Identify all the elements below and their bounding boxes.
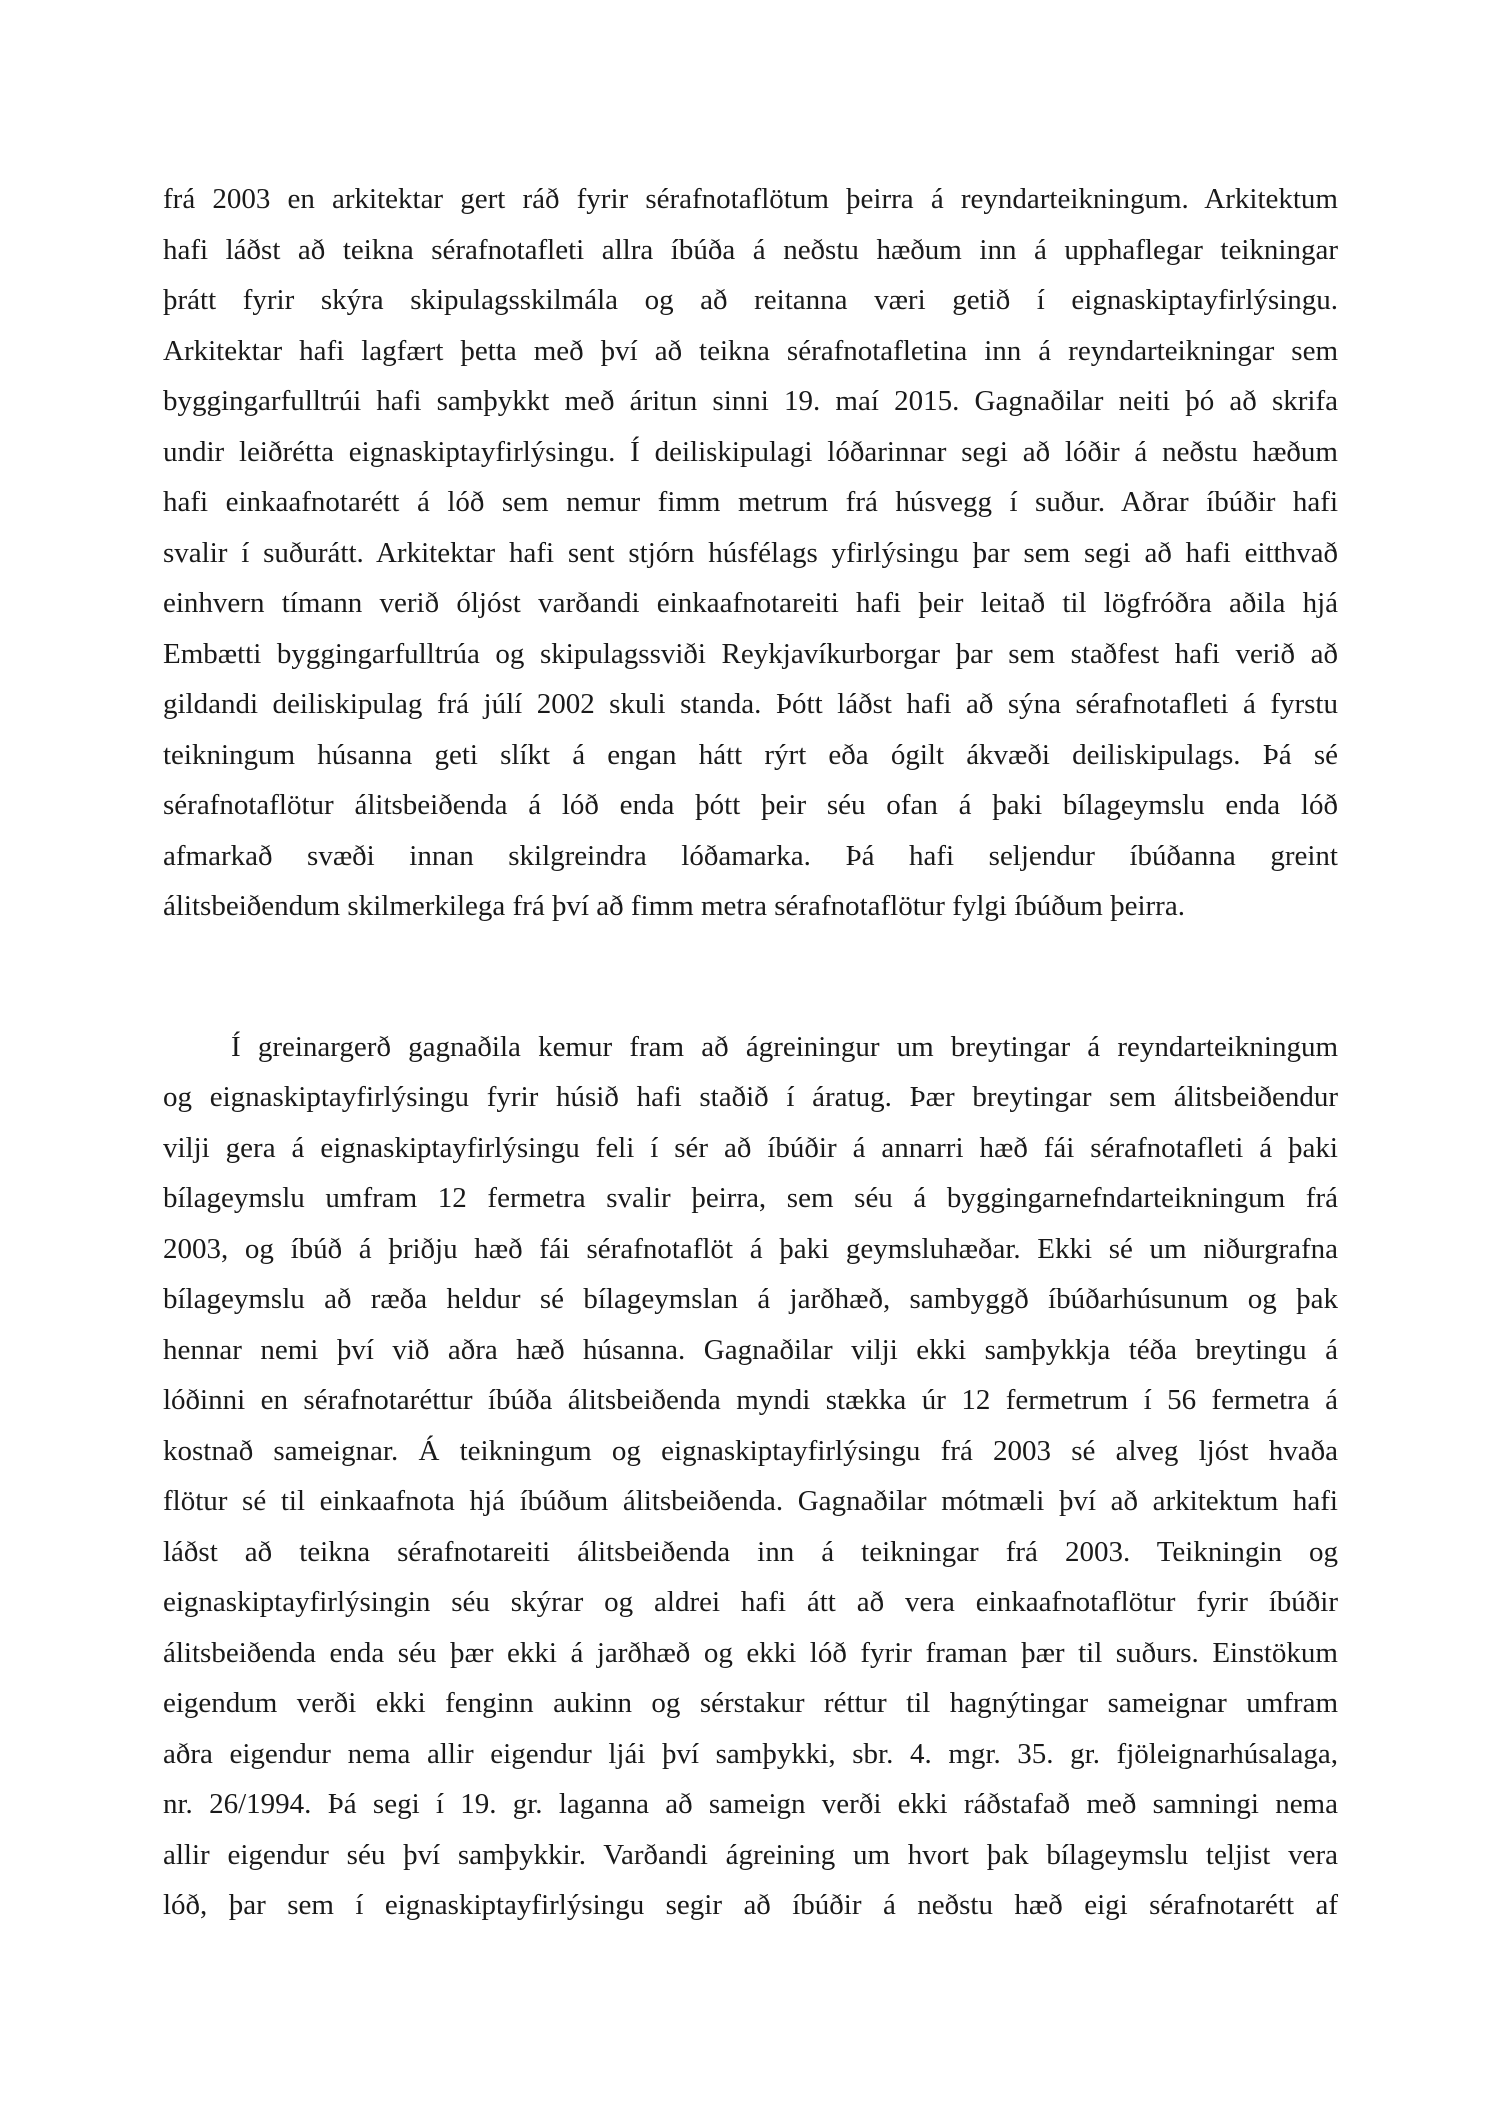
text-line: hafi láðst að teikna sérafnotafleti allra íbúða á neðstu hæðum inn á upphaflegar teikningar	[163, 233, 1338, 266]
text-line: frá 2003 en arkitektar gert ráð fyrir sérafnotaflötum þeirra á reyndarteikningum. Arkitektum	[163, 183, 1338, 215]
text-line: svalir í suðurátt. Arkitektar hafi sent stjórn húsfélags yfirlýsingu þar sem segi að hafi eitthvað	[163, 536, 1338, 569]
text-line: teikningum húsanna geti slíkt á engan hátt rýrt eða ógilt ákvæði deiliskipulags. Þá sé	[163, 738, 1338, 771]
text-line: bílageymslu að ræða heldur sé bílageymslan á jarðhæð, sambyggð íbúðarhúsunum og þak	[163, 1283, 1338, 1315]
text-line: og eignaskiptayfirlýsingu fyrir húsið hafi staðið í áratug. Þær breytingar sem álitsbeiðendur	[163, 1081, 1338, 1113]
paragraph-greinargerd	[163, 1022, 1338, 1931]
text-line: undir leiðrétta eignaskiptayfirlýsingu. Í deiliskipulagi lóðarinnar segi að lóðir á neðstu hæðum	[163, 435, 1338, 468]
text-line: aðra eigendur nema allir eigendur ljái því samþykki, sbr. 4. mgr. 35. gr. fjöleignarhúsalaga,	[163, 1737, 1338, 1770]
text-line: afmarkað svæði innan skilgreindra lóðamarka. Þá hafi seljendur íbúðanna greint	[163, 839, 1338, 872]
text-line: sérafnotaflötur álitsbeiðenda á lóð enda þótt þeir séu ofan á þaki bílageymslu enda lóð	[163, 789, 1338, 821]
text-line: bílageymslu umfram 12 fermetra svalir þeirra, sem séu á byggingarnefndarteikningum frá	[163, 1182, 1338, 1214]
text-line: hafi einkaafnotarétt á lóð sem nemur fimm metrum frá húsvegg í suður. Aðrar íbúðir hafi	[163, 486, 1338, 518]
text-line: byggingarfulltrúi hafi samþykkt með áritun sinni 19. maí 2015. Gagnaðilar neiti þó að skrifa	[163, 385, 1338, 417]
text-line: þrátt fyrir skýra skipulagsskilmála og að reitanna væri getið í eignaskiptayfirlýsingu.	[163, 284, 1338, 316]
text-line: allir eigendur séu því samþykkir. Varðandi ágreining um hvort þak bílageymslu teljist vera	[163, 1838, 1338, 1871]
text-line: gildandi deiliskipulag frá júlí 2002 skuli standa. Þótt láðst hafi að sýna sérafnotafleti á fyrstu	[163, 688, 1338, 720]
text-line: vilji gera á eignaskiptayfirlýsingu feli í sér að íbúðir á annarri hæð fái sérafnotafleti á þaki	[163, 1131, 1338, 1164]
text-line: lóðinni en sérafnotaréttur íbúða álitsbeiðenda myndi stækka úr 12 fermetrum í 56 fermetra á	[163, 1384, 1338, 1416]
text-line: nr. 26/1994. Þá segi í 19. gr. laganna að sameign verði ekki ráðstafað með samningi nema	[163, 1788, 1338, 1820]
text-line: álitsbeiðenda enda séu þær ekki á jarðhæð og ekki lóð fyrir framan þær til suðurs. Einstökum	[163, 1636, 1338, 1669]
text-line: láðst að teikna sérafnotareiti álitsbeiðenda inn á teikningar frá 2003. Teikningin og	[163, 1535, 1338, 1568]
text-line: eignaskiptayfirlýsingin séu skýrar og aldrei hafi átt að vera einkaafnotaflötur fyrir íbúðir	[163, 1586, 1338, 1618]
text-line: kostnað sameignar. Á teikningum og eignaskiptayfirlýsingu frá 2003 sé alveg ljóst hvaða	[163, 1434, 1338, 1467]
text-line: Arkitektar hafi lagfært þetta með því að teikna sérafnotafletina inn á reyndarteikningar sem	[163, 334, 1338, 367]
paragraph-arkitektar	[163, 174, 1338, 932]
text-line: flötur sé til einkaafnota hjá íbúðum álitsbeiðenda. Gagnaðilar mótmæli því að arkitektum hafi	[163, 1485, 1338, 1517]
text-line: Í greinargerð gagnaðila kemur fram að ágreiningur um breytingar á reyndarteikningum	[231, 1030, 1338, 1063]
text-line: hennar nemi því við aðra hæð húsanna. Gagnaðilar vilji ekki samþykkja téða breytingu á	[163, 1333, 1338, 1366]
text-line: 2003, og íbúð á þriðju hæð fái sérafnotaflöt á þaki geymsluhæðar. Ekki sé um niðurgrafna	[163, 1232, 1338, 1265]
document-body	[163, 174, 1338, 1931]
text-line: eigendum verði ekki fenginn aukinn og sérstakur réttur til hagnýtingar sameignar umfram	[163, 1687, 1338, 1719]
text-line: álitsbeiðendum skilmerkilega frá því að fimm metra sérafnotaflötur fylgi íbúðum þeirra.	[163, 890, 1185, 922]
text-line: Embætti byggingarfulltrúa og skipulagssviði Reykjavíkurborgar þar sem staðfest hafi verið að	[163, 637, 1338, 670]
text-line: lóð, þar sem í eignaskiptayfirlýsingu segir að íbúðir á neðstu hæð eigi sérafnotarétt af	[163, 1889, 1338, 1921]
text-line: einhvern tímann verið óljóst varðandi einkaafnotareiti hafi þeir leitað til lögfróðra aðila hjá	[163, 587, 1338, 619]
